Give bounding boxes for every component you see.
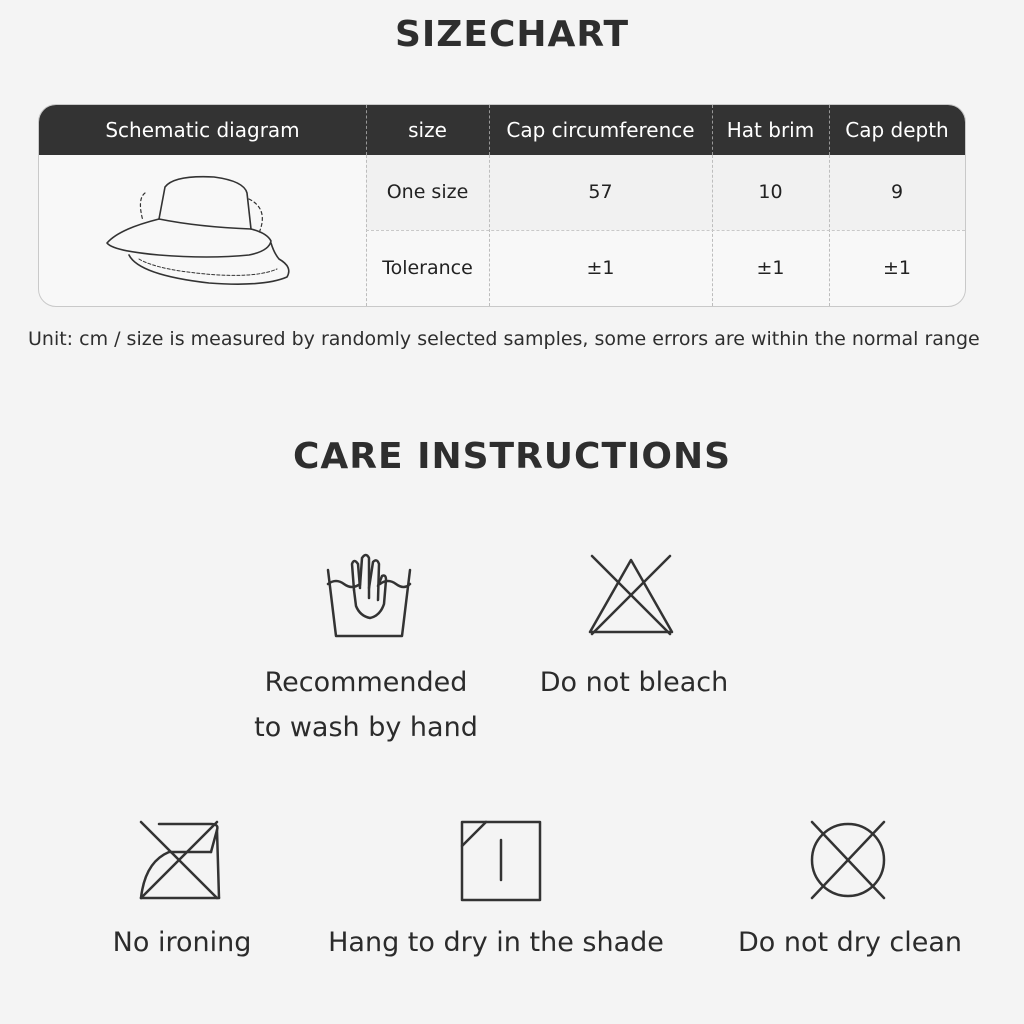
header-divider	[366, 105, 367, 155]
no-bleach-icon	[586, 552, 676, 638]
cell-cap-circumference-tolerance: ±1	[586, 257, 615, 279]
no-dry-clean-label: Do not dry clean	[737, 927, 963, 958]
hat-schematic-diagram	[99, 171, 299, 296]
no-bleach-label: Do not bleach	[539, 667, 729, 698]
size-chart-title: SIZECHART	[394, 14, 630, 55]
no-dry-clean-icon	[806, 818, 890, 902]
header-hat-brim: Hat brim	[726, 118, 815, 142]
header-cap-depth: Cap depth	[845, 118, 949, 142]
header-divider	[712, 105, 713, 155]
shade-dry-icon	[458, 818, 544, 904]
header-size: size	[408, 118, 447, 142]
table-header	[39, 105, 965, 155]
cell-size-tolerance: Tolerance	[382, 257, 473, 279]
cell-hat-brim-tolerance: ±1	[756, 257, 785, 279]
size-note: Unit: cm / size is measured by randomly selected samples, some errors are within the normal range	[28, 328, 980, 350]
cell-cap-circumference: 57	[588, 181, 613, 203]
header-cap-circumference: Cap circumference	[506, 118, 695, 142]
hand-wash-label-line2: to wash by hand	[254, 712, 478, 743]
hand-wash-icon	[324, 552, 414, 642]
shade-dry-label: Hang to dry in the shade	[328, 927, 664, 958]
header-divider	[829, 105, 830, 155]
cell-cap-depth: 9	[890, 181, 904, 203]
cell-hat-brim: 10	[758, 181, 783, 203]
cell-cap-depth-tolerance: ±1	[882, 257, 911, 279]
hand-wash-label-line1: Recommended	[264, 667, 468, 698]
care-instructions-title: CARE INSTRUCTIONS	[292, 436, 732, 477]
header-divider	[489, 105, 490, 155]
cell-size-one-size: One size	[386, 181, 469, 203]
no-ironing-label: No ironing	[112, 927, 252, 958]
no-ironing-icon	[135, 818, 223, 904]
size-table	[38, 104, 966, 307]
header-schematic-diagram: Schematic diagram	[105, 118, 300, 142]
